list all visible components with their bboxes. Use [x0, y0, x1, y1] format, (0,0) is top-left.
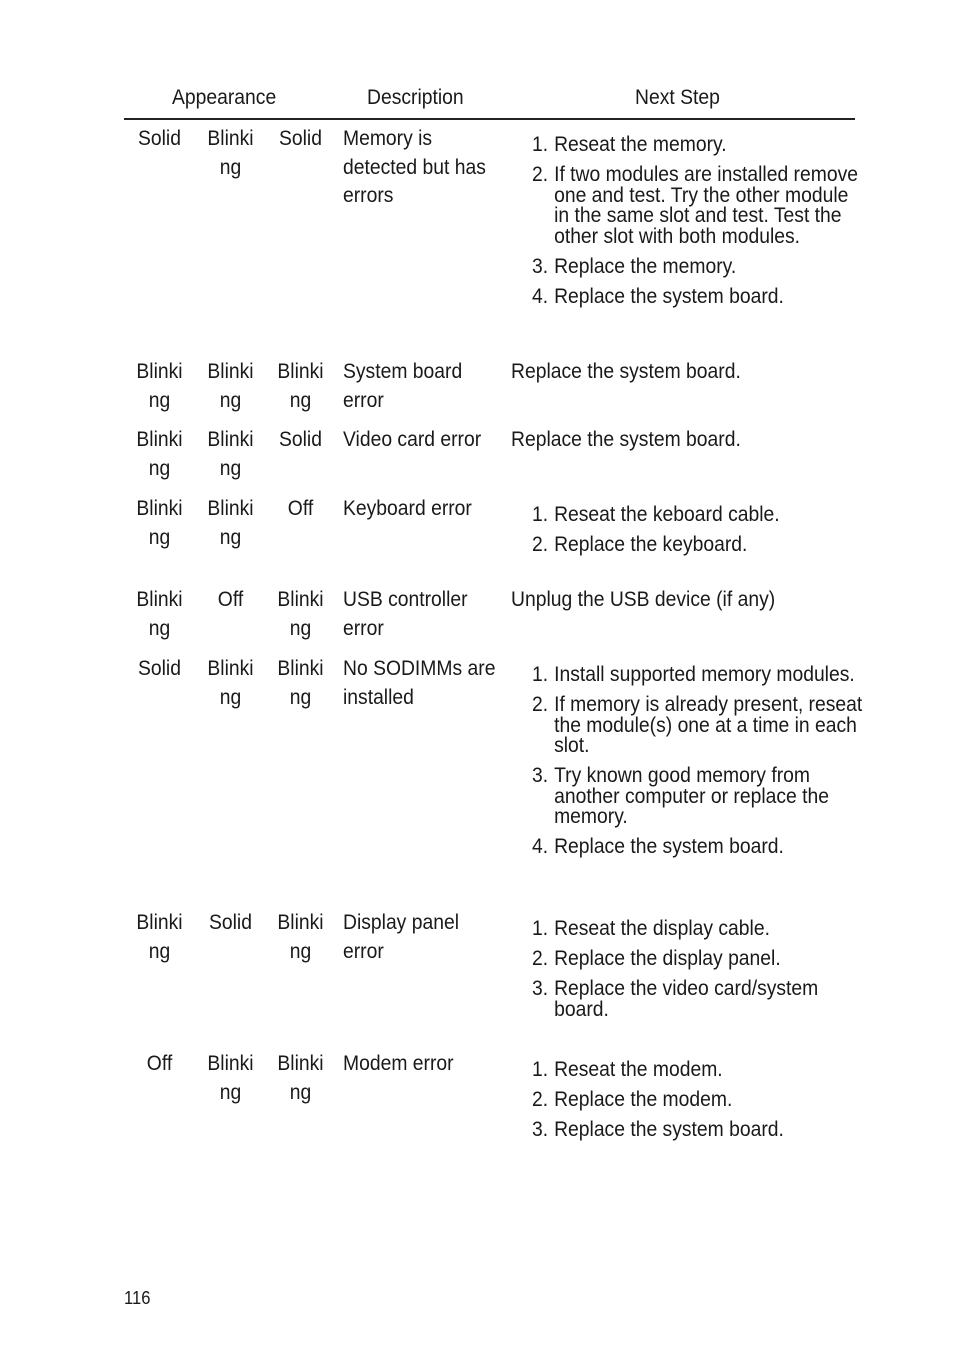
led-state-3: Blinki ng: [277, 657, 324, 709]
next-step-text: Replace the video card/system board.: [554, 977, 819, 1021]
page-number: 116: [124, 1288, 151, 1308]
led-state-2: Blinki ng: [207, 428, 254, 480]
led-state-1: Blinki ng: [136, 360, 183, 412]
next-step-text: If two modules are installed remove one and test. Try the other module in the same slot and test. Test the other slot with both modules.: [554, 163, 858, 248]
led-state-1: Solid: [138, 657, 181, 680]
header-appearance: Appearance: [172, 86, 277, 109]
next-step-list: [532, 505, 872, 565]
next-step-text: Replace the display panel.: [554, 947, 781, 970]
next-step-item: 2. If two modules are installed remove one and test. Try the other module in the same slot and test. Test the other slot with both modules.: [532, 163, 858, 248]
led-state-2: Blinki ng: [207, 360, 254, 412]
description-cell: System board error: [343, 360, 463, 412]
next-step-item: 2. Replace the display panel.: [532, 947, 781, 970]
description-cell: Keyboard error: [343, 497, 472, 520]
led-state-2: Blinki ng: [207, 657, 254, 709]
next-step-item: 3. Replace the system board.: [532, 1118, 784, 1141]
led-state-2: Blinki ng: [207, 127, 254, 179]
led-state-1: Solid: [138, 127, 181, 150]
next-step-text: Replace the system board.: [554, 1118, 784, 1141]
description-cell: Video card error: [343, 428, 482, 451]
next-step-item: 3. Replace the memory.: [532, 254, 737, 278]
next-step-item: 1. Reseat the display cable.: [532, 917, 770, 940]
led-state-3: Blinki ng: [277, 588, 324, 640]
next-step-text: Replace the modem.: [554, 1088, 733, 1111]
next-step-item: 2. If memory is already present, reseat the module(s) one at a time in each slot.: [532, 693, 863, 757]
next-step-item: 1. Reseat the memory.: [532, 133, 727, 156]
led-state-1: Blinki ng: [136, 497, 183, 549]
led-state-2: Off: [217, 588, 244, 611]
header-description: Description: [367, 86, 464, 109]
next-step-list: [532, 919, 872, 1030]
led-state-2: Blinki ng: [207, 1052, 254, 1104]
led-state-3: Blinki ng: [277, 1052, 324, 1104]
next-step-text: Reseat the keboard cable.: [554, 503, 780, 526]
next-step-item: 4. Replace the system board.: [532, 835, 784, 858]
description-cell: USB controller error: [343, 588, 468, 640]
header-next-step: Next Step: [635, 86, 720, 109]
next-step-item: 1. Reseat the modem.: [532, 1058, 723, 1081]
next-step-cell: Replace the system board.: [511, 360, 741, 383]
table-header: [124, 84, 855, 120]
led-state-3: Blinki ng: [277, 360, 324, 412]
next-step-text: Try known good memory from another computer or replace the memory.: [554, 764, 830, 828]
next-step-item: 3. Try known good memory from another computer or replace the memory.: [532, 764, 830, 828]
next-step-item: 2. Replace the modem.: [532, 1088, 733, 1111]
next-step-item: 1. Install supported memory modules.: [532, 663, 855, 686]
next-step-text: If memory is already present, reseat the module(s) one at a time in each slot.: [554, 693, 863, 757]
next-step-item: 2. Replace the keyboard.: [532, 533, 748, 556]
led-state-3: Solid: [279, 127, 322, 150]
next-step-text: Install supported memory modules.: [554, 663, 855, 686]
next-step-cell: Replace the system board.: [511, 428, 741, 451]
next-step-text: Replace the memory.: [554, 254, 737, 278]
led-state-1: Blinki ng: [136, 428, 183, 480]
next-step-list: [532, 135, 872, 317]
next-step-list: [532, 665, 872, 867]
led-state-1: Blinki ng: [136, 911, 183, 963]
next-step-text: Reseat the modem.: [554, 1058, 723, 1081]
led-state-1: Off: [146, 1052, 173, 1075]
led-state-2: Solid: [209, 911, 252, 934]
next-step-text: Replace the system board.: [554, 835, 784, 858]
led-state-3: Off: [287, 497, 314, 520]
description-cell: Modem error: [343, 1052, 454, 1075]
led-state-1: Blinki ng: [136, 588, 183, 640]
next-step-text: Reseat the display cable.: [554, 917, 770, 940]
description-cell: Memory is detected but has errors: [343, 127, 486, 207]
led-state-2: Blinki ng: [207, 497, 254, 549]
led-state-3: Solid: [279, 428, 322, 451]
next-step-item: 1. Reseat the keboard cable.: [532, 503, 780, 526]
next-step-cell: Unplug the USB device (if any): [511, 588, 776, 611]
next-step-text: Replace the system board.: [554, 284, 784, 308]
next-step-text: Reseat the memory.: [554, 133, 727, 156]
led-state-3: Blinki ng: [277, 911, 324, 963]
description-cell: Display panel error: [343, 911, 459, 963]
next-step-text: Replace the keyboard.: [554, 533, 748, 556]
next-step-item: 3. Replace the video card/system board.: [532, 977, 819, 1021]
next-step-list: [532, 1060, 872, 1150]
next-step-item: 4. Replace the system board.: [532, 284, 784, 308]
description-cell: No SODIMMs are installed: [343, 657, 496, 709]
